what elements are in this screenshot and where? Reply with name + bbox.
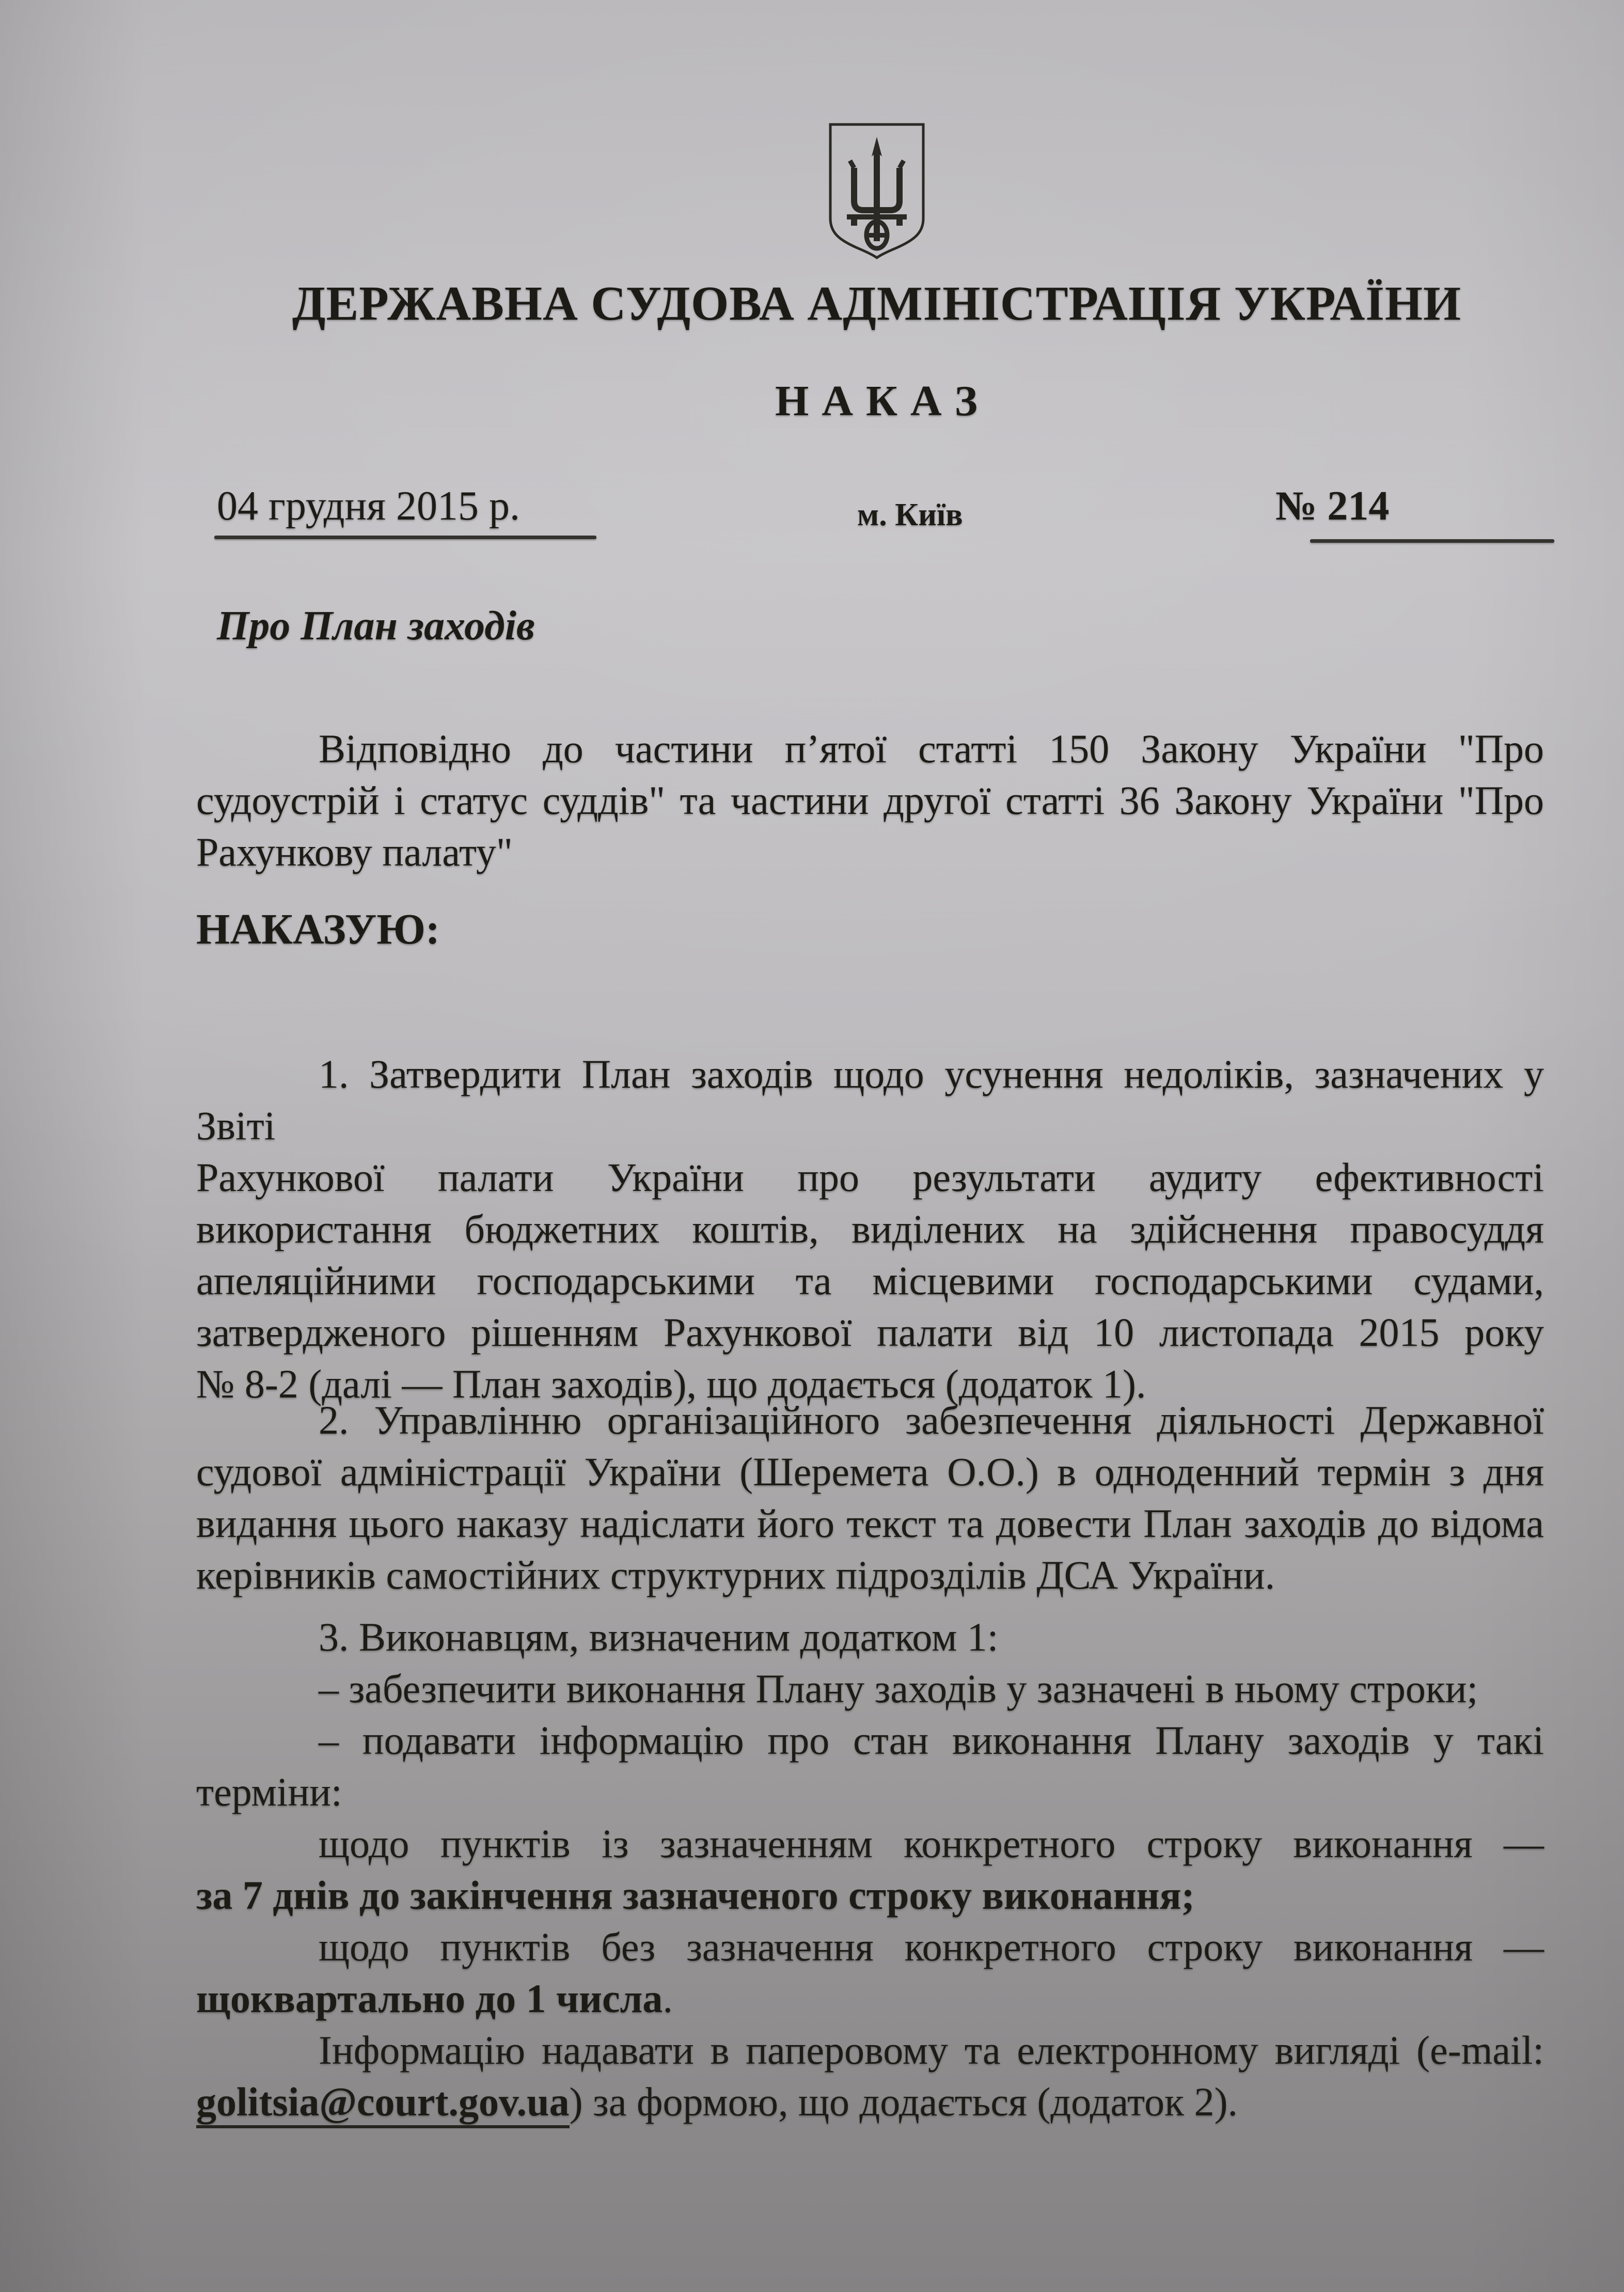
text-line [196, 1307, 1544, 1358]
text-line [196, 723, 1544, 775]
org-name-title: ДЕРЖАВНА СУДОВА АДМІНІСТРАЦІЯ УКРАЇНИ [292, 277, 1462, 331]
text-run: судової адміністрації України (Шеремета О.О.) в одноденний термін з дня [196, 1449, 1544, 1494]
text-run: 1. Затвердити План заходів щодо усунення недоліків, зазначених у Звіті [196, 1051, 1544, 1148]
text-line [196, 1921, 1544, 1973]
text-line [196, 1498, 1544, 1549]
subject-line: Про План заходів [217, 603, 535, 649]
text-run: 2. Управлінню організаційного забезпечення діяльності Державної [319, 1398, 1544, 1442]
text-run: 3. Виконавцям, визначеним додатком 1: [319, 1614, 999, 1659]
text-line [196, 1446, 1544, 1498]
text-run: судоустрій і статус суддів" та частини другої статті 36 Закону України "Про [196, 778, 1544, 823]
preamble-block [196, 723, 1544, 878]
text-line [196, 1549, 1544, 1601]
order-type-heading: Н А К А З [775, 377, 979, 425]
text-run: щоквартально до 1 числа [196, 1976, 663, 2021]
paragraph-2-block [196, 1394, 1544, 1601]
text-run: Рахункової палати України про результати аудиту ефективності [196, 1155, 1544, 1200]
text-run: щодо пунктів без зазначення конкретного строку виконання — [319, 1924, 1544, 1969]
text-line [196, 1715, 1544, 1766]
text-line [196, 1818, 1544, 1870]
text-run: Відповідно до частини п’ятої статті 150 Закону України "Про [319, 726, 1544, 771]
text-line [196, 1973, 1544, 2024]
text-run: . [663, 1976, 673, 2021]
text-run: – подавати інформацію про стан виконання Плану заходів у такі [319, 1718, 1544, 1763]
text-run: № 8-2 (далі — План заходів), що додається (додаток 1). [196, 1361, 1146, 1406]
text-run: Інформацію надавати в паперовому та електронному вигляді (e-mail: [319, 2028, 1544, 2073]
ukraine-trident-emblem [827, 122, 926, 260]
order-number: № 214 [1275, 483, 1390, 529]
text-run: використання бюджетних коштів, виділених на здійснення правосуддя [196, 1206, 1544, 1251]
text-run: щодо пунктів із зазначенням конкретного строку виконання — [319, 1821, 1544, 1866]
resolve-heading: НАКАЗУЮ: [196, 905, 440, 953]
text-run: терміни: [196, 1769, 342, 1814]
document-content [196, 0, 1544, 2292]
email-text: golitsia@court.gov.ua [196, 2079, 570, 2128]
text-run: керівників самостійних структурних підрозділів ДСА України. [196, 1552, 1275, 1597]
text-run: – забезпечити виконання Плану заходів у зазначені в ньому строки; [319, 1666, 1478, 1711]
text-line [196, 826, 1544, 878]
text-line [196, 1766, 1544, 1818]
text-run: ) за формою, що додається (додаток 2). [569, 2079, 1238, 2124]
text-run: видання цього наказу надіслати його текст та довести План заходів до відома [196, 1501, 1544, 1546]
text-line [196, 2076, 1544, 2128]
text-line [196, 1152, 1544, 1203]
text-line [196, 1203, 1544, 1255]
text-run: апеляційними господарськими та місцевими господарськими судами, [196, 1258, 1544, 1303]
text-line [196, 1663, 1544, 1715]
text-run: за 7 днів до закінчення зазначеного строку виконання; [196, 1873, 1195, 1918]
text-line [196, 1048, 1544, 1152]
paragraph-3-block [196, 1611, 1544, 2128]
text-line [196, 2024, 1544, 2076]
text-line [196, 775, 1544, 826]
text-run: Рахункову палату" [196, 829, 513, 874]
order-place: м. Київ [857, 497, 963, 532]
number-underline-rule [1310, 539, 1554, 543]
text-line [196, 1394, 1544, 1446]
paragraph-1-block [196, 1048, 1544, 1410]
date-underline-rule [214, 536, 596, 539]
text-line [196, 1255, 1544, 1307]
meta-row [196, 480, 1544, 537]
order-date: 04 грудня 2015 р. [217, 483, 521, 529]
text-line [196, 1870, 1544, 1921]
text-line [196, 1611, 1544, 1663]
text-run: затвердженого рішенням Рахункової палати від 10 листопада 2015 року [196, 1310, 1544, 1355]
